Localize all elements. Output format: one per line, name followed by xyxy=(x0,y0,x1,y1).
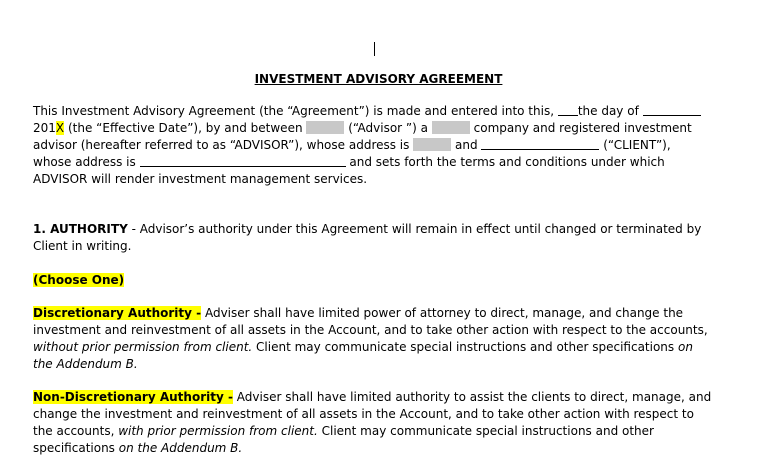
intro-line-4: whose address is and sets forth the terms and conditions under which xyxy=(33,155,665,169)
month-blank[interactable] xyxy=(643,104,701,116)
discretionary-section: Discretionary Authority - Adviser shall have limited power of attorney to direct, manage, and change the investment and reinvestment of all assets in the Account, and to take other action with respect to the accounts, without prior permission from client. Client may communicate special instructions and other specifications on the Addendum B. xyxy=(33,306,708,371)
advisor-name-redaction[interactable] xyxy=(306,121,344,134)
discretionary-label: Discretionary Authority - xyxy=(33,306,202,320)
authority-section: 1. AUTHORITY - Advisor’s authority under this Agreement will remain in effect until changed or terminated by Client in writing. xyxy=(33,222,702,253)
client-address-blank[interactable] xyxy=(140,155,346,167)
choose-one-note: (Choose One) xyxy=(33,273,125,287)
intro-line-3: advisor (hereafter referred to as “ADVISOR”), whose address is and (“CLIENT”), xyxy=(33,138,671,152)
text-cursor xyxy=(374,42,375,56)
non-discretionary-section: Non-Discretionary Authority - Adviser shall have limited authority to assist the clients to direct, manage, and change the investment and reinvestment of all assets in the Account, and to take other action with respect to the accounts, with prior permission from client. Client may communicate special instructions and other specifications on the Addendum B. xyxy=(33,390,712,455)
document-title: INVESTMENT ADVISORY AGREEMENT xyxy=(254,72,503,86)
day-blank[interactable] xyxy=(558,104,578,116)
intro-line-5: ADVISOR will render investment management services. xyxy=(33,172,368,186)
advisor-address-redaction[interactable] xyxy=(413,138,451,151)
client-name-blank[interactable] xyxy=(481,138,599,150)
authority-heading: 1. AUTHORITY xyxy=(33,222,128,236)
intro-paragraph xyxy=(33,103,733,188)
intro-line-1: This Investment Advisory Agreement (the “Agreement”) is made and entered into this, the day of xyxy=(33,103,733,120)
intro-line-2: 201X (the “Effective Date”), by and between (“Advisor ”) a company and registered investment xyxy=(33,121,692,135)
non-discretionary-label: Non-Discretionary Authority - xyxy=(33,390,233,404)
year-placeholder[interactable]: X xyxy=(55,121,65,135)
company-type-redaction[interactable] xyxy=(432,121,470,134)
